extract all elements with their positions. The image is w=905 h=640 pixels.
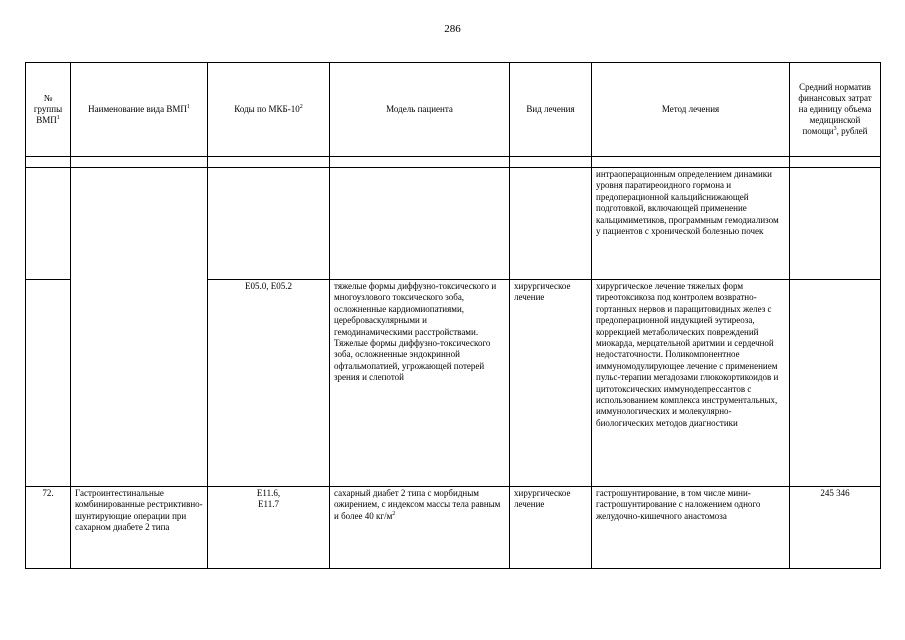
header-icd-codes: Коды по МКБ-$10^2$ xyxy=(208,63,330,157)
header-group-number: № группы ВМП$^1$ xyxy=(26,63,71,157)
vmp-table xyxy=(25,62,881,569)
treatment-cell: хирургическое лечение xyxy=(510,280,592,487)
method-cell: хирургическое лечение тяжелых форм тиреотоксикоза под контролем возвратно-гортанных нервов и паращитовидных желез с предоперационной индукцией эутиреоза, коррекцией метаболических повреждений миокарда, мерцательной аритмии и сердечной недостаточности. Поликомпонентное иммуномодулирующее лечение с применением пульс-терапии мегадозами глюкокортикоидов и цитотоксических иммунодепрессантов с использованием комплекса инструментальных, иммунологических и молекулярно-биологических методов диагностики xyxy=(592,280,790,487)
method-cell: гастрошунтирование, в том числе мини-гастрошунтирование с наложением одного желудочно-кишечного анастомоза xyxy=(592,487,790,569)
header-treatment-type: Вид лечения xyxy=(510,63,592,157)
patient-cell xyxy=(330,168,510,280)
group-cell xyxy=(26,280,71,487)
codes-cell: E05.0, E05.2 xyxy=(208,280,330,487)
patient-cell: сахарный диабет 2 типа с морбидным ожирением, с индексом массы тела равным и более 40 $кг/м^2$ xyxy=(330,487,510,569)
name-cell: Гастроинтестинальные комбинированные рестриктивно-шунтирующие операции при сахарном диабете 2 типа xyxy=(71,487,208,569)
header-cost-norm: Средний норматив финансовых затрат на единицу объема медицинской помощи$^3$, рублей xyxy=(790,63,881,157)
group-cell: 72. xyxy=(26,487,71,569)
method-cell: интраоперационным определением динамики уровня паратиреоидного гормона и предоперационной кальцийснижающей подготовкой, включающей применение кальцимиметиков, программным гемодиализом у пациентов с хронической болезнью почек xyxy=(592,168,790,280)
header-treatment-method: Метод лечения xyxy=(592,63,790,157)
group-cell xyxy=(26,168,71,280)
table-row xyxy=(26,487,881,569)
spacer-row xyxy=(26,157,881,168)
name-cell xyxy=(71,168,208,487)
patient-cell: тяжелые формы диффузно-токсического и многоузлового токсического зоба, осложненные кардиомиопатиями, цереброваскулярными и гемодинамическими расстройствами. Тяжелые формы диффузно-токсического зоба, осложненные эндокринной офтальмопатией, угрожающей потерей зрения и слепотой xyxy=(330,280,510,487)
cost-cell: 245 346 xyxy=(790,487,881,569)
treatment-cell xyxy=(510,168,592,280)
page-number: 286 xyxy=(444,23,461,35)
codes-cell xyxy=(208,168,330,280)
header-patient-model: Модель пациента xyxy=(330,63,510,157)
treatment-cell: хирургическое лечение xyxy=(510,487,592,569)
table-row xyxy=(26,168,881,280)
header-vmp-name: Наименование вида ВМП$^1$ xyxy=(71,63,208,157)
codes-cell: E11.6, E11.7 xyxy=(208,487,330,569)
cost-cell xyxy=(790,280,881,487)
table-header-row xyxy=(26,63,881,157)
cost-cell xyxy=(790,168,881,280)
